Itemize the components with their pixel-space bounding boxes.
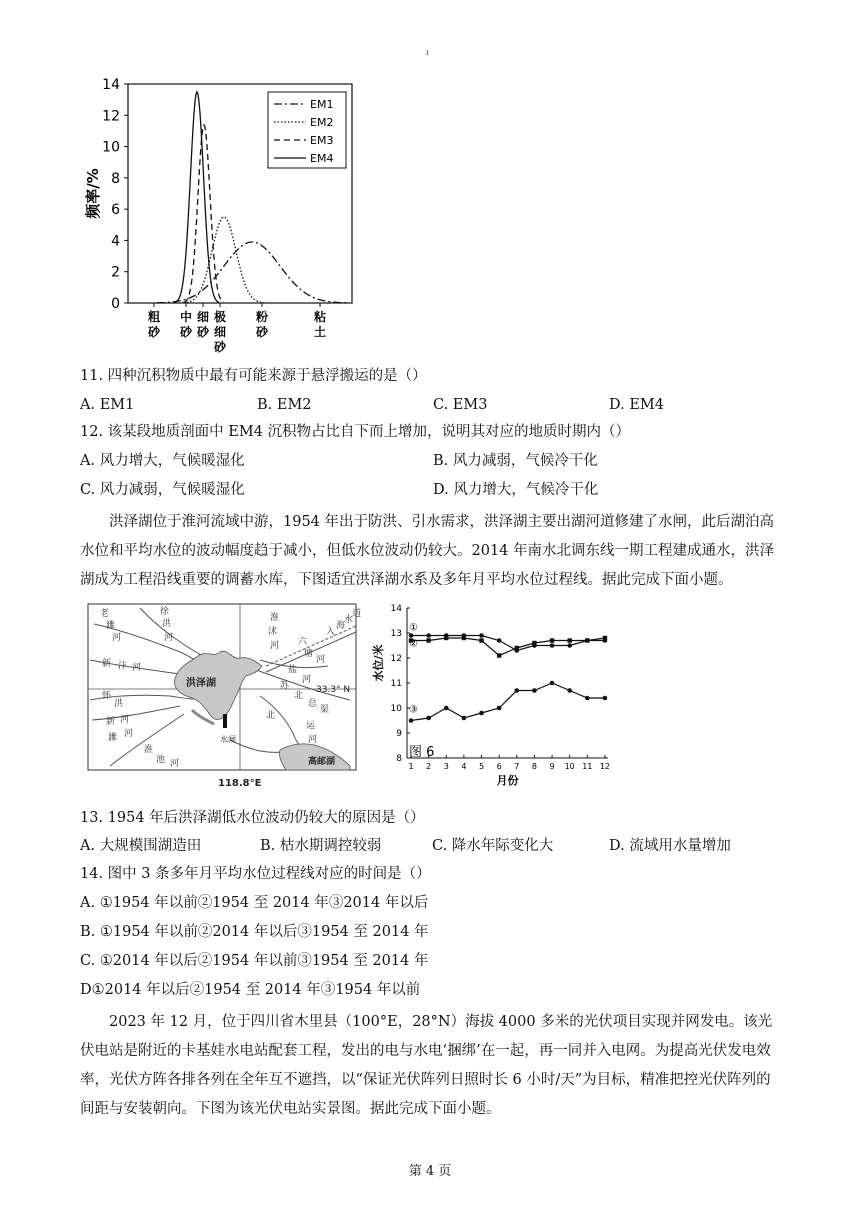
data-point <box>497 653 501 657</box>
data-point <box>409 718 414 723</box>
x-tick-char: 中 <box>179 310 193 324</box>
x-tick-char: 土 <box>313 325 327 339</box>
figure-label: 图 6 <box>409 745 435 760</box>
x-tick-label: 6 <box>496 762 502 771</box>
q11-option-c[interactable]: C. EM3 <box>433 397 488 413</box>
x-tick-label: 3 <box>443 762 449 771</box>
hongze-lake-map <box>80 600 370 796</box>
data-point <box>585 696 590 701</box>
map-place-char: 淮 <box>144 745 154 755</box>
data-point <box>567 638 571 642</box>
q14-option-a[interactable]: A. ①1954 年以前②1954 至 2014 年③2014 年以后 <box>80 895 429 911</box>
series-line-1 <box>411 636 605 651</box>
em-frequency-chart <box>70 72 370 362</box>
map-place-char: 盐 <box>288 665 298 675</box>
data-point <box>426 716 431 721</box>
map-place-char: 塘 <box>304 649 314 659</box>
y-tick-label: 8 <box>111 170 120 187</box>
q12-option-c[interactable]: C. 风力减弱，气候暖湿化 <box>80 482 245 498</box>
x-tick-label <box>148 309 161 339</box>
map-place-char: 徐 <box>160 607 170 617</box>
data-point <box>550 681 555 686</box>
legend-label-em2: EM2 <box>310 116 334 129</box>
map-place-char: 河 <box>132 663 142 673</box>
map-lake-label: 洪泽湖 <box>186 678 216 689</box>
x-tick-label <box>213 309 227 354</box>
data-point <box>497 638 502 643</box>
page-number: 第 4 页 <box>408 1164 452 1179</box>
legend-label-em1: EM1 <box>310 98 334 111</box>
data-point <box>409 633 414 638</box>
map-place-char: 道 <box>352 609 362 619</box>
map-place-char: 河 <box>170 759 180 769</box>
passage-hongze: 洪泽湖位于淮河流域中游，1954 年出于防洪、引水需求，洪泽湖主要出湖河道修建了水闸，此后湖泊高水位和平均水位的波动幅度趋于减小，但低水位波动仍较大。2014 年南水北调东线一期工程建成通水，洪泽湖成为工程沿线重要的调蓄水库，下图适宜洪泽湖水系及多年月平均水位过程线。据此完成下面小题。 <box>80 514 775 588</box>
y-tick-label: 6 <box>111 202 120 219</box>
series-em1-curve <box>157 242 347 303</box>
y-tick-label: 4 <box>111 233 120 250</box>
series-em4-curve <box>175 92 219 302</box>
q12-option-d[interactable]: D. 风力增大，气候冷干化 <box>433 482 599 498</box>
data-point <box>444 706 449 711</box>
series-line-2 <box>411 638 605 656</box>
map-place-char: 北 <box>266 711 276 721</box>
data-point <box>532 688 537 693</box>
map-place-char: 河 <box>164 633 174 643</box>
q13-option-a[interactable]: A. 大规模围湖造田 <box>80 838 202 854</box>
x-tick-char: 砂 <box>196 325 210 339</box>
q12-stem: 12. 该某段地质剖面中 EM4 沉积物占比自下而上增加，说明其对应的地质时期内（） <box>80 424 631 440</box>
map-place-char: 河 <box>308 735 318 745</box>
map-place-char: 河 <box>112 633 122 643</box>
y-tick-label: 14 <box>390 604 402 614</box>
y-tick-label: 12 <box>102 108 120 125</box>
map-place-char: 新 <box>102 659 112 669</box>
data-point <box>532 641 536 645</box>
x-tick-label <box>180 309 193 339</box>
series-label-1: ① <box>409 622 418 634</box>
map-place-char: 六 <box>298 637 308 647</box>
x-tick-label: 9 <box>549 762 555 771</box>
map-lon-label: 118.8°E <box>218 778 262 789</box>
x-tick-label: 12 <box>599 762 611 771</box>
map-place-char: 池 <box>156 755 166 765</box>
y-tick-label: 12 <box>390 654 402 664</box>
legend-label-em3: EM3 <box>310 134 334 147</box>
data-point <box>479 711 484 716</box>
x-axis-label: 月份 <box>496 774 519 787</box>
map-sluice-label: 水闸 <box>220 735 236 744</box>
map-place-char: 洪 <box>162 619 172 629</box>
q14-stem: 14. 图中 3 条多年月平均水位过程线对应的时间是（） <box>80 866 431 882</box>
series-label-3: ③ <box>409 704 418 716</box>
map-place-char: 河 <box>302 675 312 685</box>
map-place-char: 怀 <box>102 691 112 701</box>
map-place-char: 汴 <box>118 661 128 671</box>
y-axis-label: 水位/米 <box>372 644 385 682</box>
map-place-char: 沭 <box>268 627 278 637</box>
y-axis-label: 频率/% <box>84 168 102 219</box>
map-gaoyou-label: 高邮湖 <box>308 757 336 767</box>
map-place-char: 濉 <box>106 621 116 631</box>
data-point <box>462 716 467 721</box>
x-tick-char: 粘 <box>313 310 327 324</box>
map-place-char: 渠 <box>320 705 330 715</box>
map-place-char: 濉 <box>108 733 118 743</box>
x-tick-char: 细 <box>213 325 227 339</box>
map-place-char: 总 <box>308 699 318 709</box>
map-place-char: 苏 <box>280 681 290 691</box>
y-tick-label: 10 <box>102 139 120 156</box>
map-place-char: 河 <box>124 729 134 739</box>
x-tick-label: 1 <box>408 762 414 771</box>
q14-option-d[interactable]: D①2014 年以后②1954 至 2014 年③1954 年以前 <box>80 982 421 998</box>
y-tick-label: 0 <box>111 296 120 312</box>
q11-stem: 11. 四种沉积物质中最有可能来源于悬浮搬运的是（） <box>80 368 427 384</box>
x-tick-label: 7 <box>514 762 520 771</box>
x-tick-label: 5 <box>478 762 485 771</box>
series-label-2: ② <box>409 638 418 650</box>
data-point <box>515 646 519 650</box>
x-tick-label <box>197 309 210 339</box>
q11-options <box>80 395 780 415</box>
data-point <box>603 696 608 701</box>
data-point <box>444 636 448 640</box>
q12-option-a[interactable]: A. 风力增大，气候暖湿化 <box>80 453 245 469</box>
x-tick-char: 砂 <box>179 325 193 339</box>
q12-option-b[interactable]: B. 风力减弱，气候冷干化 <box>433 453 598 469</box>
data-point <box>550 638 554 642</box>
series-em3-curve <box>184 125 224 302</box>
q11-option-d[interactable]: D. EM4 <box>609 397 664 413</box>
y-tick-label: 11 <box>390 679 402 689</box>
x-tick-char: 粉 <box>255 310 269 324</box>
map-place-char: 运 <box>306 721 316 731</box>
map-lat-label: 33.3° N <box>316 685 351 695</box>
top-mark: ı <box>426 48 429 58</box>
y-tick-label: 2 <box>111 264 120 281</box>
q14-option-b[interactable]: B. ①1954 年以前②2014 年以后③1954 至 2014 年 <box>80 924 429 940</box>
y-tick-label: 14 <box>102 77 120 93</box>
x-tick-label: 2 <box>426 762 432 771</box>
map-place-char: 河 <box>270 641 280 651</box>
x-tick-label: 8 <box>531 762 537 771</box>
q11-option-b[interactable]: B. EM2 <box>257 397 312 413</box>
series-line-3 <box>411 683 605 721</box>
q14-option-c[interactable]: C. ①2014 年以后②1954 年以前③1954 至 2014 年 <box>80 953 429 969</box>
data-point <box>479 638 483 642</box>
data-point <box>550 643 555 648</box>
x-tick-label <box>313 309 326 339</box>
x-tick-label: 11 <box>582 762 593 771</box>
passage-photovoltaic: 2023 年 12 月，位于四川省木里县（100°E，28°N）海拔 4000 多米的光伏项目实现并网发电。该光伏电站是附近的卡基娃水电站配套工程，发出的电与水电‘捆绑’在一起，再一同并入电网。为提高光伏发电效率，光伏方阵各排各列在全年互不遮挡，以“保证光伏阵列日照时长 6 小时/天”为目标，精准把控光伏阵列的间距与安装朝向。下图为该光伏电站实景图。据此完成下面小题。 <box>80 1014 773 1117</box>
x-tick-char: 粗 <box>147 310 161 324</box>
x-tick-char: 砂 <box>213 340 227 354</box>
map-place-char: 淮 <box>270 613 280 623</box>
legend-label-em4: EM4 <box>310 152 334 165</box>
q12-options <box>80 451 780 501</box>
data-point <box>585 638 589 642</box>
q13-stem: 13. 1954 年后洪泽湖低水位波动仍较大的原因是（） <box>80 810 425 826</box>
q13-option-c[interactable]: C. 降水年际变化大 <box>432 838 554 854</box>
x-tick-char: 细 <box>196 310 210 324</box>
x-tick-char: 砂 <box>255 325 269 339</box>
x-tick-label <box>255 309 269 339</box>
x-tick-char: 极 <box>213 310 227 324</box>
q11-option-a[interactable]: A. EM1 <box>80 397 135 413</box>
data-point <box>462 636 466 640</box>
y-tick-label: 13 <box>390 629 402 639</box>
y-tick-label: 8 <box>396 754 402 764</box>
y-tick-label: 10 <box>390 704 402 714</box>
data-point <box>567 688 572 693</box>
data-point <box>567 643 572 648</box>
map-place-char: 河 <box>316 655 326 665</box>
data-point <box>479 633 484 638</box>
data-point <box>497 706 502 711</box>
data-point <box>603 636 607 640</box>
map-place-char: 洪 <box>114 699 124 709</box>
x-tick-label: 10 <box>564 762 575 771</box>
q13-option-b[interactable]: B. 枯水期调控较弱 <box>260 838 382 854</box>
x-tick-label: 4 <box>461 762 467 771</box>
x-tick-char: 砂 <box>147 325 161 339</box>
data-point <box>426 638 430 642</box>
map-place-char: 北 <box>294 691 304 701</box>
map-place-char: 海 <box>336 621 346 631</box>
map-place-char: 老 <box>100 609 110 619</box>
q13-option-d[interactable]: D. 流域用水量增加 <box>609 838 731 854</box>
q13-options <box>80 836 780 856</box>
data-point <box>426 633 431 638</box>
map-place-char: 河 <box>120 715 130 725</box>
map-place-char: 新 <box>106 717 116 727</box>
y-tick-label: 9 <box>396 729 402 739</box>
data-point <box>514 688 519 693</box>
water-level-chart <box>370 600 630 796</box>
map-place-char: 入 <box>326 627 336 637</box>
map-place-char: 水 <box>344 615 354 625</box>
